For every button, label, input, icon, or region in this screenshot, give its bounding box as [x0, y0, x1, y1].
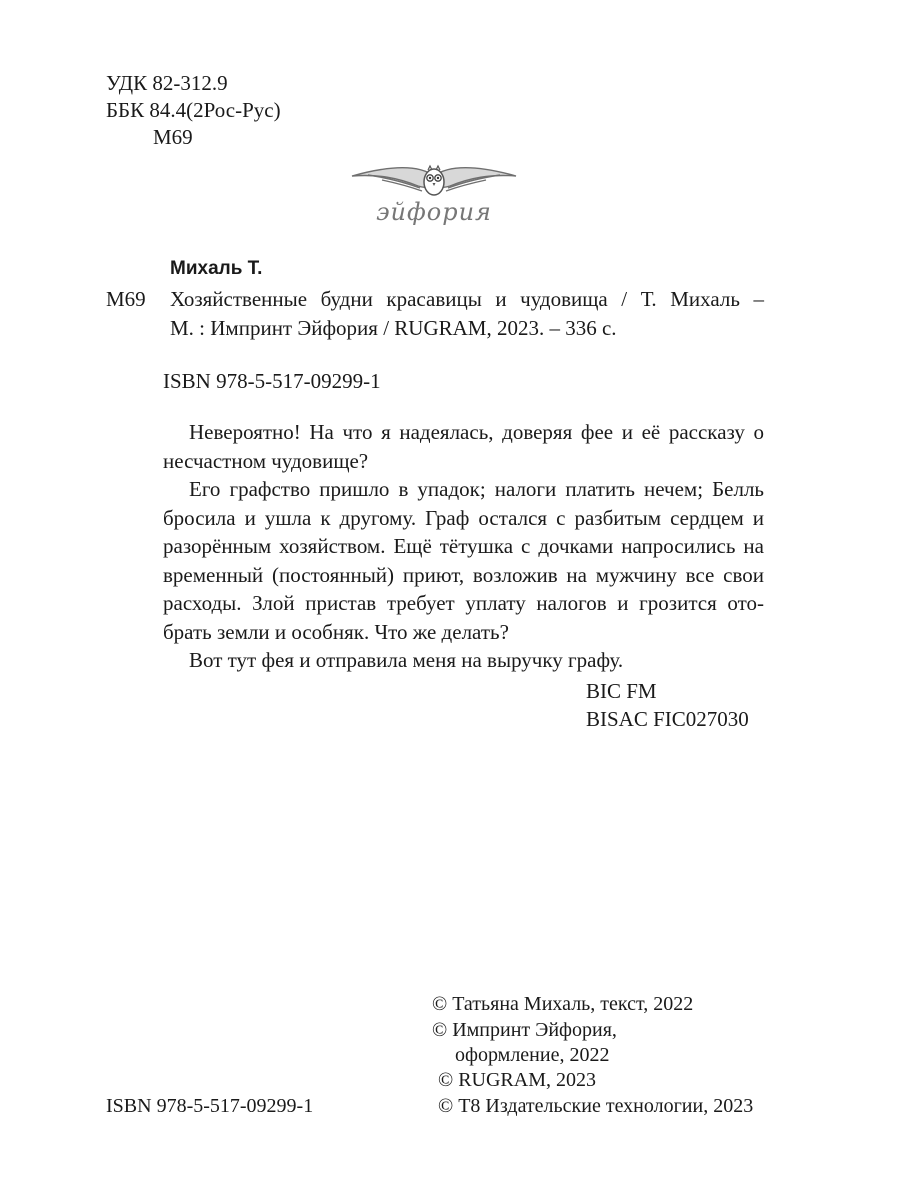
copyright-t8: © Т8 Издательские технологии, 2023: [438, 1095, 754, 1117]
bic-code: BIC FM: [586, 679, 657, 703]
title-line-2: М. : Импринт Эйфория / RUGRAM, 2023. – 336 с.: [170, 316, 617, 340]
record-code: М69: [106, 287, 146, 311]
annotation-paragraph: Его графство пришло в упадок; налоги платить нечем; Белль бросила и ушла к другому. Граф остался с разбитым сердцем и разорённым хозяйством. Ещё тётушка с дочками напросились на временный (постоянный) приют, возложив на мужчину все свои расходы. Злой пристав требует уплату налогов и грозится ото-брать земли и особняк. Что же делать?: [163, 477, 764, 644]
title-line-1: Хозяйственные будни красавицы и чудовища / Т. Михаль –: [170, 287, 764, 311]
owl-wings-icon: [348, 162, 520, 202]
bbk-code: ББК 84.4(2Рос-Рус): [106, 98, 281, 122]
record-isbn: ISBN 978-5-517-09299-1: [163, 369, 381, 393]
annotation: [163, 418, 764, 675]
udk-code: УДК 82-312.9: [106, 71, 228, 95]
copyright-imprint: © Импринт Эйфория,: [432, 1019, 617, 1041]
author-name: Михаль Т.: [170, 258, 263, 279]
logo-wordmark: эйфория: [376, 198, 492, 226]
copyright-rugram: © RUGRAM, 2023: [438, 1069, 596, 1091]
footer-isbn: ISBN 978-5-517-09299-1: [106, 1095, 314, 1117]
annotation-paragraph: Вот тут фея и отправила меня на выручку графу.: [189, 648, 624, 672]
copyright-imprint-design: оформление, 2022: [455, 1044, 610, 1066]
publisher-logo: [348, 162, 520, 234]
annotation-paragraph: Невероятно! На что я надеялась, доверяя фее и её рассказу о несчастном чудовище?: [163, 420, 764, 473]
author-mark: М69: [153, 125, 193, 149]
bisac-code: BISAC FIC027030: [586, 707, 749, 731]
copyright-author: © Татьяна Михаль, текст, 2022: [432, 993, 694, 1015]
